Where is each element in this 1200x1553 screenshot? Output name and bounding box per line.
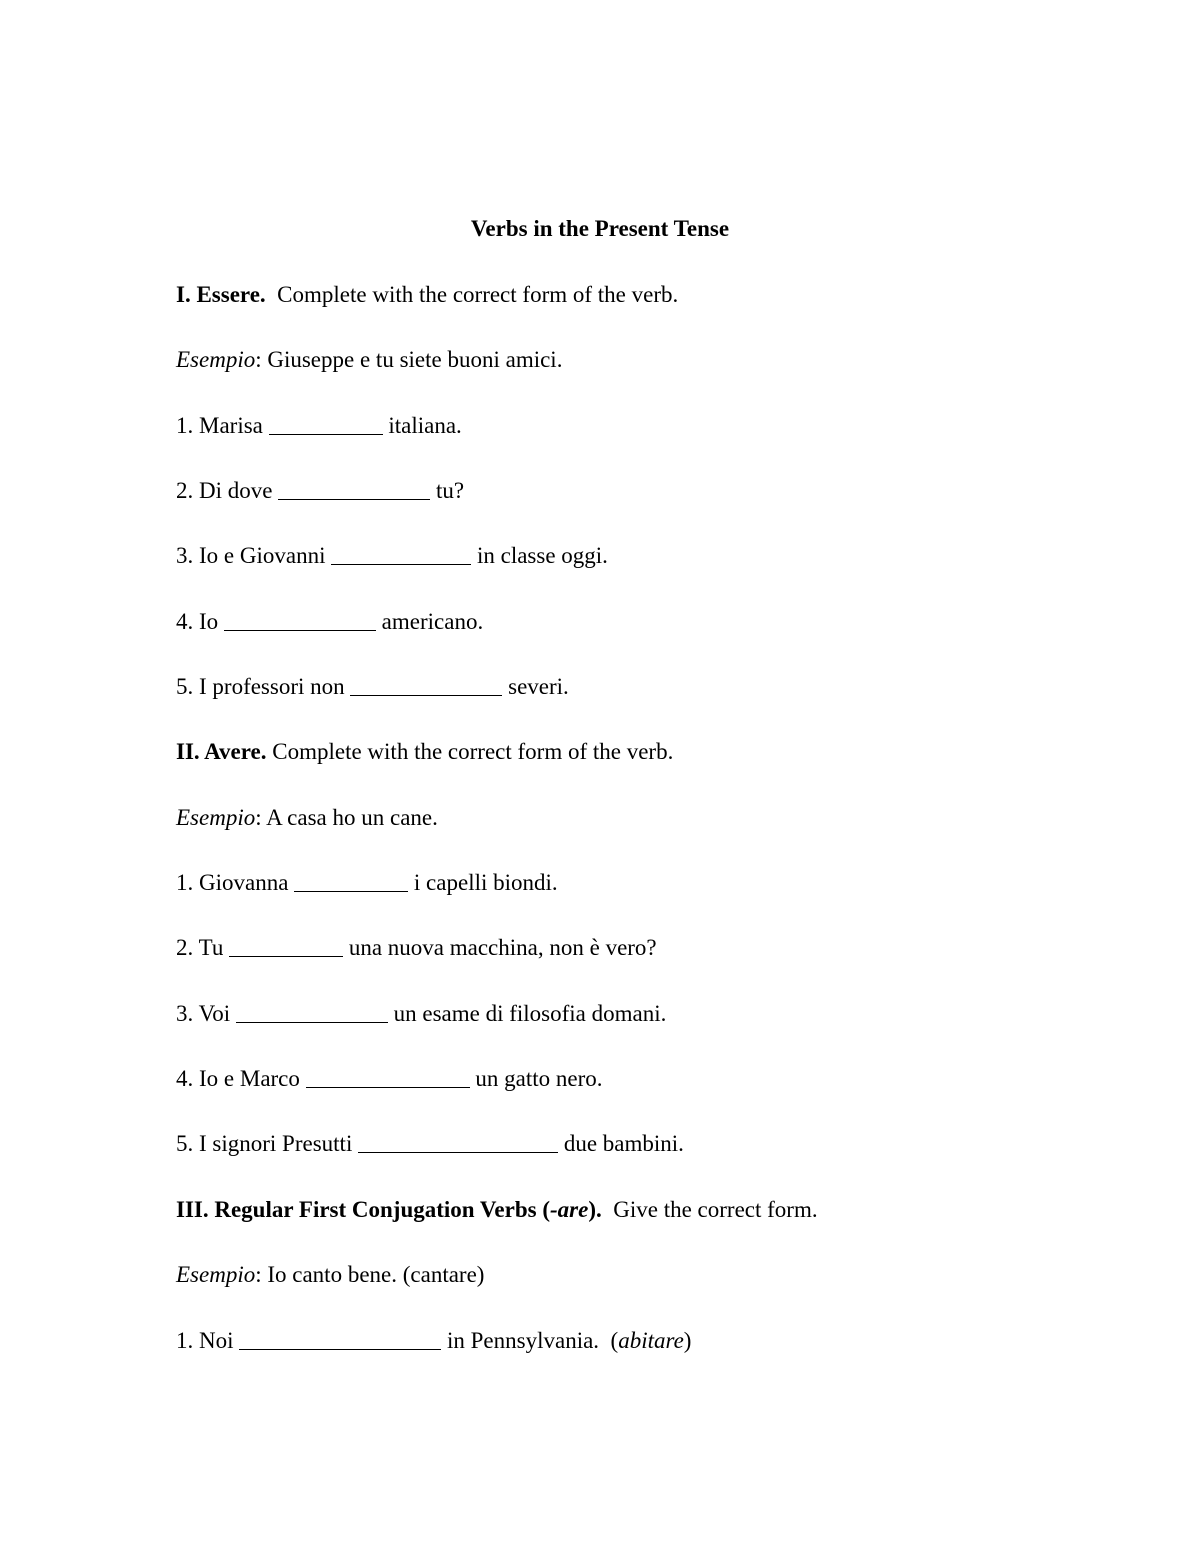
- example-text: : Giuseppe e tu siete buoni amici.: [255, 347, 563, 372]
- exercise-item: [176, 997, 666, 1031]
- item-text-before: 3. Voi: [176, 1001, 236, 1026]
- item-text-after: italiana.: [382, 413, 462, 438]
- section-2-heading: II. Avere.: [176, 739, 267, 764]
- section-1-heading: I. Essere.: [176, 282, 266, 307]
- answer-blank[interactable]: [269, 434, 383, 435]
- item-text-before: 5. I signori Presutti: [176, 1131, 359, 1156]
- exercise-item: [176, 539, 608, 573]
- section-3-example: [176, 1258, 484, 1292]
- item-text-after: in classe oggi.: [471, 543, 608, 568]
- item-text-after: una nuova macchina, non è vero?: [343, 935, 657, 960]
- item-text-before: 2. Tu: [176, 935, 230, 960]
- section-1-instruction: Complete with the correct form of the verb.: [265, 282, 679, 307]
- item-text-before: 3. Io e Giovanni: [176, 543, 332, 568]
- example-label: Esempio: [176, 805, 256, 830]
- example-text: : Io canto bene. (cantare): [255, 1262, 485, 1287]
- answer-blank[interactable]: [278, 499, 430, 500]
- answer-blank[interactable]: [239, 1349, 441, 1350]
- answer-blank[interactable]: [294, 891, 408, 892]
- answer-blank[interactable]: [331, 564, 471, 565]
- item-text-after: due bambini.: [558, 1131, 684, 1156]
- answer-blank[interactable]: [358, 1152, 558, 1153]
- item-text-after: tu?: [430, 478, 465, 503]
- section-2-heading-line: [176, 735, 673, 769]
- item-text-after: in Pennsylvania. (: [441, 1328, 619, 1353]
- exercise-item: [176, 931, 657, 965]
- example-text: : A casa ho un cane.: [255, 805, 438, 830]
- answer-blank[interactable]: [236, 1022, 388, 1023]
- exercise-item: [176, 1324, 691, 1358]
- exercise-item: [176, 1127, 684, 1161]
- section-1-example: [176, 343, 562, 377]
- item-text-before: 1. Giovanna: [176, 870, 295, 895]
- item-text-before: 1. Noi: [176, 1328, 240, 1353]
- exercise-item: [176, 474, 464, 508]
- exercise-item: [176, 670, 569, 704]
- answer-blank[interactable]: [224, 630, 376, 631]
- section-3-heading-ending: -are: [550, 1197, 589, 1222]
- example-label: Esempio: [176, 1262, 256, 1287]
- answer-blank[interactable]: [229, 956, 343, 957]
- item-infinitive: abitare: [618, 1328, 684, 1353]
- item-text-before: 2. Di dove: [176, 478, 279, 503]
- section-2-example: [176, 801, 438, 835]
- section-3-heading-start: III. Regular First Conjugation Verbs (: [176, 1197, 550, 1222]
- section-3-heading: [176, 1197, 602, 1222]
- item-text-before: 4. Io e Marco: [176, 1066, 306, 1091]
- exercise-item: [176, 1062, 603, 1096]
- exercise-item: [176, 605, 483, 639]
- item-text-after: i capelli biondi.: [408, 870, 558, 895]
- item-text-before: 4. Io: [176, 609, 224, 634]
- item-text-after: americano.: [375, 609, 484, 634]
- example-label: Esempio: [176, 347, 256, 372]
- item-text-before: 5. I professori non: [176, 674, 351, 699]
- section-2-instruction: Complete with the correct form of the verb.: [266, 739, 674, 764]
- section-3-heading-line: [176, 1193, 818, 1227]
- item-close-paren: ): [683, 1328, 692, 1353]
- answer-blank[interactable]: [350, 695, 502, 696]
- item-text-after: un esame di filosofia domani.: [387, 1001, 667, 1026]
- exercise-item: [176, 409, 462, 443]
- page-title: Verbs in the Present Tense: [470, 216, 730, 241]
- section-3-instruction: Give the correct form.: [601, 1197, 818, 1222]
- item-text-after: severi.: [502, 674, 569, 699]
- section-3-heading-end: ).: [588, 1197, 602, 1222]
- answer-blank[interactable]: [306, 1087, 470, 1088]
- item-text-after: un gatto nero.: [469, 1066, 603, 1091]
- section-1-heading-line: [176, 278, 678, 312]
- exercise-item: [176, 866, 558, 900]
- item-text-before: 1. Marisa: [176, 413, 269, 438]
